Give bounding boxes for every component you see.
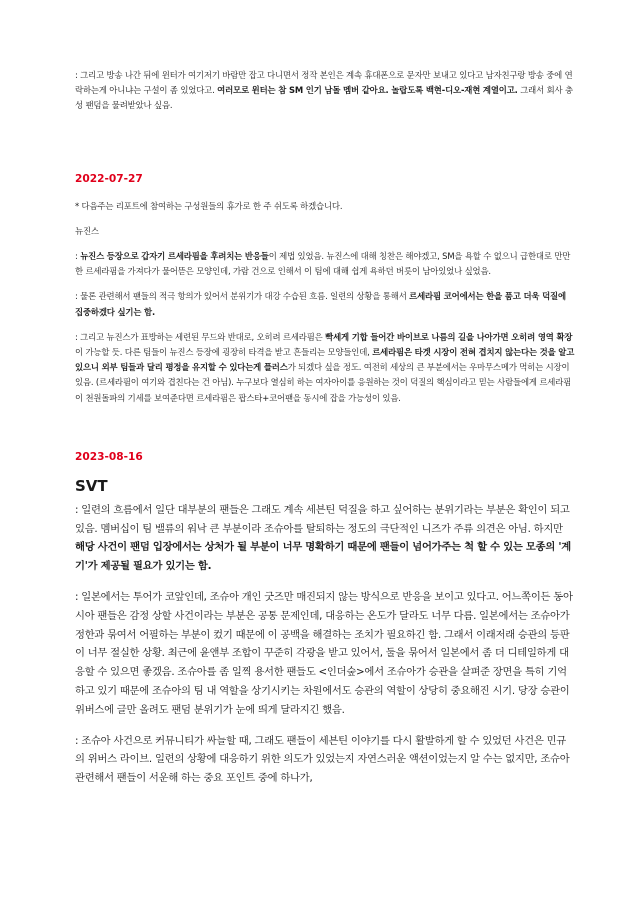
section1-paragraph-3 [75,330,575,406]
bold-text-run: 르세라핌은 타겟 시장이 전혀 겹치지 않는다는 것을 알고 있으니 외부 팀들과 달리 평정을 유지할 수 있다는게 플러스 [75,347,575,373]
bold-text-run: 뉴진스 등장으로 갑자기 르세라핌을 후려치는 반응들 [80,251,269,262]
group-label-newjeans: 뉴진스 [75,225,99,236]
section2-paragraph-3 [75,732,575,788]
intro-paragraph [75,68,575,114]
date-heading-2023-08-16: 2023-08-16 [75,450,143,463]
bold-text-run: 해당 사건이 팬덤 입장에서는 상처가 될 부분이 너무 명확하기 때문에 팬들이 넘어가주는 척 할 수 있는 모종의 '계기'가 제공될 필요가 있기는 함. [75,541,571,573]
text-run: : 그리고 방송 나간 뒤에 윈터가 여기저기 바람만 잡고 다니면서 정작 본인은 계속 휴대폰으로 문자만 보내고 있다고 남자친구랑 방송 중에 연락하는게 아니냐는 구설이 좀 있었다고. [75,70,573,96]
text-run: 이 가능할 듯. 다른 팀들이 뉴진스 등장에 굉장히 타격을 받고 흔들리는 모양들인데, [75,347,373,358]
text-run: 가 되겠다 싶을 정도. 여전히 세상의 큰 부분에서는 우마무스메가 먹히는 시장이 있음. (르세라핌이 여기와 겹친다는 건 아님). 누구보다 열심히 하는 여자아이를 응원하는 것이 덕질의 핵심이라고 믿는 사람들에게 르세라핌이 천원돌파의 기세를 보여준다면 르세라핌은 팝스타+코어팬을 동시에 잡을 가능성이 있음. [75,362,572,403]
bold-text-run: 르세라핌 코어에서는 한을 품고 더욱 덕질에 집중하겠다 싶기는 함. [75,291,566,317]
text-run: : [75,251,81,262]
section1-paragraph-1 [75,249,575,279]
bold-text-run: 빡세게 기합 들어간 바이브로 나름의 길을 나아가면 오히려 영역 확장 [325,331,573,342]
note-paragraph: * 다음주는 리포트에 참여하는 구성원들의 휴가로 한 주 쉬도록 하겠습니다. [75,200,343,211]
document-page [75,68,575,788]
text-run: : 일련의 흐름에서 일단 대부분의 팬들은 그래도 계속 세븐틴 덕질을 하고 싶어하는 분위기라는 부분은 확인이 되고 있음. 멤버십이 팀 밸류의 워낙 큰 부분이라 조슈아를 탈퇴하는 정도의 극단적인 니즈가 주류 의견은 아님. 하지만 [75,503,570,535]
section1-paragraph-2 [75,289,575,319]
text-run: : 그리고 뉴진스가 표방하는 세련된 무드와 반대로, 오히려 르세라핌은 [75,331,326,342]
text-run: : 일본에서는 투어가 코앞인데, 조슈아 개인 굿즈만 매진되지 않는 방식으로 반응을 보이고 있다고. 어느쪽이든 동아시아 팬들은 감정 상할 사건이라는 부분은 공통 문제인데, 대응하는 온도가 달라도 너무 다름. 일본에서는 조슈아가 정한과 묶여서 어필하는 부분이 컸기 때문에 이 공백을 해결하는 조치가 필요하긴 함. 그래서 이래저래 승관의 등판이 너무 절실한 상황. 최근에 윤앤부 조합이 꾸준히 각광을 받고 있어서, 둘을 묶어서 일본에서 좀 더 디테일하게 대응할 수 있으면 좋겠음. 조슈아를 좀 일찍 용서한 팬들도 <인더숲>에서 조슈아가 승관을 살펴준 장면을 특히 기억하고 있기 때문에 조슈아의 팀 내 역할을 상기시키는 차원에서도 승관의 역할이 상당히 중요해진 시기. 당장 승관이 위버스에 글만 올려도 팬덤 분위기가 눈에 띄게 달라지긴 했음. [75,591,573,716]
text-run: : 조슈아 사건으로 커뮤니티가 싸늘할 때, 그래도 팬들이 세븐틴 이야기를 다시 활발하게 할 수 있었던 사건은 민규의 위버스 라이브. 일련의 상황에 대응하기 위한 의도가 있었는지 자연스러운 액션이었는지 알 수는 없지만, 조슈아 관련해서 팬들이 서운해 하는 중요 포인트 중에 하나가, [75,734,570,785]
section2-paragraph-2 [75,588,575,720]
text-run: 이 제법 있었음. 뉴진스에 대해 칭찬은 해야겠고, SM을 욕할 수 없으니 급한대로 만만한 르세라핌을 가져다가 물어뜯은 모양인데, 가람 건으로 인해서 이 팀에 대해 쉽게 욕하던 버릇이 남아있었나 싶었음. [75,251,571,277]
text-run: 그래서 회사 충성 팬덤을 물려받았나 싶음. [75,85,573,111]
date-heading-2022-07-27: 2022-07-27 [75,172,143,185]
bold-text-run: 여러모로 윈터는 참 SM 인기 남돌 멤버 같아요. 놀랍도록 백현-디오-재현 계열이고. [217,85,518,96]
section2-paragraph-1 [75,501,575,576]
section-heading-svt: SVT [75,476,108,495]
text-run: : 물론 관련해서 팬들의 적극 항의가 있어서 분위기가 대강 수습된 흐름. 일련의 상황을 통해서 [75,291,410,302]
